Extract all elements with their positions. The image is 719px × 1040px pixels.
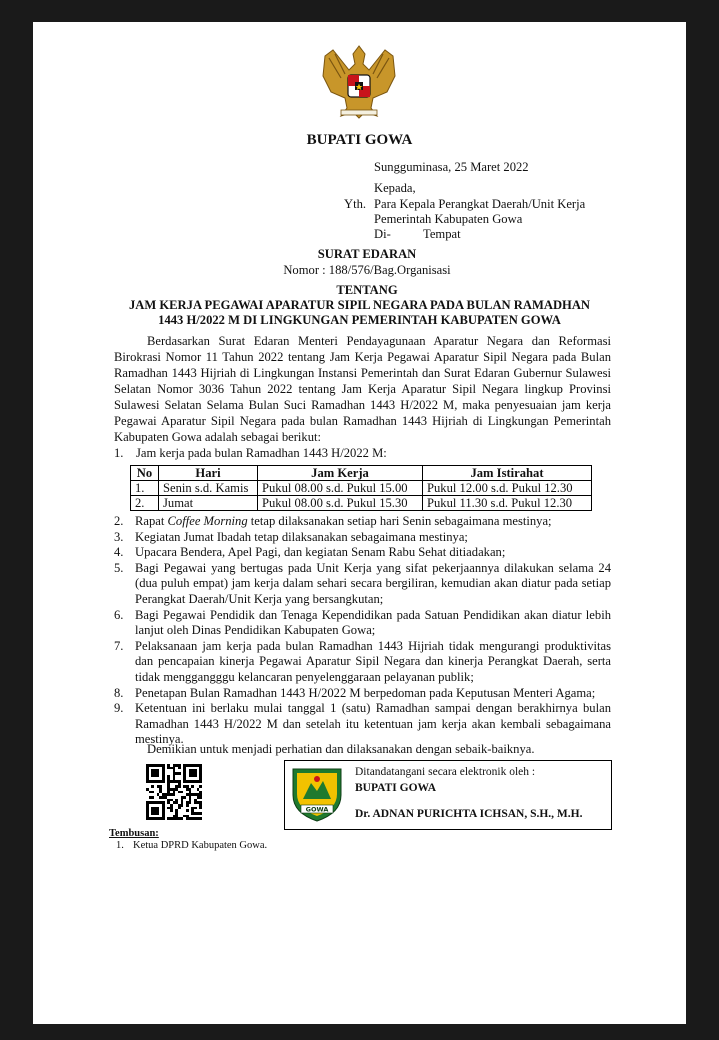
garuda-pancasila-emblem-icon [319, 42, 399, 120]
table-cell: 2. [131, 496, 159, 511]
item-number: 7. [114, 638, 124, 653]
table-cell: Pukul 11.30 s.d. Pukul 12.30 [423, 496, 592, 511]
table-cell: Jumat [159, 496, 258, 511]
letter-type: SURAT EDARAN [317, 247, 417, 261]
item-number: 2. [114, 514, 124, 528]
cc-item: Ketua DPRD Kabupaten Gowa. [133, 840, 268, 851]
signed-by-label: Ditandatangani secara elektronik oleh : [355, 766, 536, 778]
intro-line: Sulawesi Selatan Selama Bulan Suci Ramadhan 1443 H/2022 M, maka penyesuaian jam kerja [114, 398, 611, 412]
item-number: 5. [114, 560, 124, 575]
item-number: 9. [114, 701, 124, 716]
letterhead-title: BUPATI GOWA [306, 132, 413, 148]
item-text-emphasis: Coffee Morning [167, 514, 248, 528]
signer-position: BUPATI GOWA [355, 782, 437, 794]
intro-line: Selatan Nomor 3036 Tahun 2022 tentang Jam Kerja Aparatur Sipil Negara lingkup Provinsi [114, 382, 611, 396]
working-hours-table [130, 465, 592, 511]
table-cell: 1. [131, 481, 159, 496]
logo-caption: GOWA [305, 805, 329, 814]
e-signature-box [284, 760, 612, 830]
recipient-to-label: Kepada, [374, 181, 416, 195]
intro-line: Birokrasi Nomor 11 Tahun 2022 tentang Jam Kerja Pegawai Aparatur Sipil Negara pada Bulan [114, 350, 611, 364]
letter-page [33, 22, 686, 1024]
column-header-no: No [131, 466, 159, 481]
item-text: Kegiatan Jumat Ibadah tetap dilaksanakan sebagaimana mestinya; [135, 529, 468, 544]
recipient-yth-label: Yth. [344, 197, 367, 211]
table-header-row [131, 466, 592, 481]
item-number: 4. [114, 545, 124, 560]
column-header-break-hours: Jam Istirahat [423, 466, 592, 481]
intro-line: Berdasarkan Surat Edaran Menteri Pendayagunaan Aparatur Negara dan Reformasi [147, 334, 611, 348]
recipient-di-label: Di- [374, 227, 391, 241]
cc-label: Tembusan: [109, 828, 159, 839]
closing-sentence: Demikian untuk menjadi perhatian dan dilaksanakan dengan sebaik-baiknya. [147, 742, 535, 756]
table-cell: Pukul 08.00 s.d. Pukul 15.30 [258, 496, 423, 511]
intro-line: Kabupaten Gowa adalah sebagai berikut: [114, 430, 322, 444]
column-header-work-hours: Jam Kerja [258, 466, 423, 481]
item-1-text: Jam kerja pada bulan Ramadhan 1443 H/2022 M: [136, 446, 387, 460]
qr-code-icon [146, 764, 202, 820]
signer-name: Dr. ADNAN PURICHTA ICHSAN, S.H., M.H. [355, 808, 583, 820]
item-text: Pelaksanaan jam kerja pada bulan Ramadhan 1443 Hijriah tidak mengurangi produktivitas dan pencapaian kinerja Pegawai Aparatur Sipil Negara dan kinerja Perangkat Daerah, serta tidak menggangggu kelancaran penyelenggaraan pelayanan publik; [135, 638, 611, 684]
subject-line-2: 1443 H/2022 M DI LINGKUNGAN PEMERINTAH KABUPATEN GOWA [158, 313, 561, 327]
kabupaten-gowa-logo-icon [289, 765, 345, 823]
item-text: Ketentuan ini berlaku mulai tanggal 1 (satu) Ramadhan sampai dengan berakhirnya bulan Ramadhan 1443 H/2022 M dan setelah itu ketentuan jam kerja akan kembali sebagaimana mestinya. [135, 701, 611, 747]
list-item [108, 686, 611, 702]
place-date: Sungguminasa, 25 Maret 2022 [374, 160, 529, 174]
about-label: TENTANG [336, 283, 398, 297]
table-cell: Senin s.d. Kamis [159, 481, 258, 496]
table-row [131, 496, 592, 511]
item-text: Upacara Bendera, Apel Pagi, dan kegiatan Senam Rabu Sehat ditiadakan; [135, 545, 506, 560]
list-item [108, 561, 611, 608]
cc-item-number: 1. [116, 840, 124, 851]
list-item [108, 639, 611, 686]
column-header-day: Hari [159, 466, 258, 481]
item-number: 1. [114, 446, 124, 460]
letter-number: Nomor : 188/576/Bag.Organisasi [283, 263, 451, 277]
recipient-line1: Para Kepala Perangkat Daerah/Unit Kerja [374, 197, 586, 211]
item-text: Penetapan Bulan Ramadhan 1443 H/2022 M berpedoman pada Keputusan Menteri Agama; [135, 685, 596, 700]
item-text: Rapat [135, 514, 168, 528]
instruction-list [108, 514, 611, 748]
item-number: 8. [114, 685, 124, 700]
item-text: Bagi Pegawai yang bertugas pada Unit Kerja yang sifat pekerjaannya dilakukan selama 24 (dua puluh empat) jam kerja dalam sehari secara bergiliran, kemudian akan diatur pada setiap Perangkat Daerah/Unit Kerja yang bersangkutan; [135, 560, 611, 606]
table-cell: Pukul 12.00 s.d. Pukul 12.30 [423, 481, 592, 496]
list-item [108, 514, 611, 530]
item-number: 3. [114, 529, 124, 544]
list-item [108, 608, 611, 639]
table-row [131, 481, 592, 496]
list-item [108, 545, 611, 561]
subject-line-1: JAM KERJA PEGAWAI APARATUR SIPIL NEGARA PADA BULAN RAMADHAN [128, 298, 591, 312]
item-text: tetap dilaksanakan setiap hari Senin sebagaimana mestinya; [247, 514, 552, 528]
item-number: 6. [114, 607, 124, 622]
table-cell: Pukul 08.00 s.d. Pukul 15.00 [258, 481, 423, 496]
intro-line: Pegawai Aparatur Sipil Negara pada bulan Ramadhan 1443 Hijriah di Lingkungan Pemerintah [114, 414, 611, 428]
item-text: Bagi Pegawai Pendidik dan Tenaga Kependidikan pada Satuan Pendidikan akan diatur lebih lanjut oleh Dinas Pendidikan Kabupaten Gowa; [135, 607, 611, 638]
list-item [108, 530, 611, 546]
recipient-line2: Pemerintah Kabupaten Gowa [374, 212, 523, 226]
recipient-di-value: Tempat [423, 227, 461, 241]
intro-line: Ramadhan 1443 Hijriah di Lingkungan Instansi Pemerintah dan Surat Edaran Gubernur Sulawesi [114, 366, 611, 380]
intro-paragraph [114, 333, 611, 445]
